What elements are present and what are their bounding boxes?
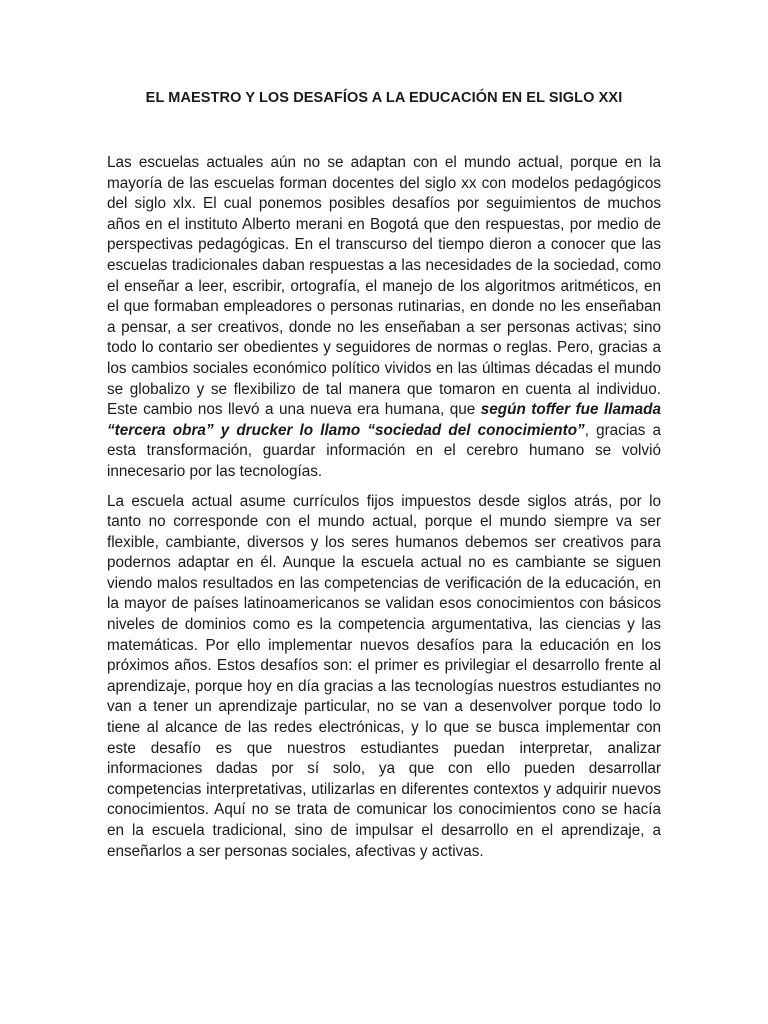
- document-body: [107, 153, 661, 871]
- paragraph-1-text-end: , gracias a esta transformación, guardar información en el cerebro humano se volvió innecesario por las tecnologías.: [107, 421, 661, 480]
- document-title: EL MAESTRO Y LOS DESAFÍOS A LA EDUCACIÓN EN EL SIGLO XXI: [145, 90, 623, 106]
- paragraph-1-text-start: Las escuelas actuales aún no se adaptan con el mundo actual, porque en la mayoría de las escuelas forman docentes del siglo xx con modelos pedagógicos del siglo xlx. El cual ponemos posibles desafíos por seguimientos de muchos años en el instituto Alberto merani en Bogotá que den respuestas, por medio de perspectivas pedagógicas. En el transcurso del tiempo dieron a conocer que las escuelas tradicionales daban respuestas a las necesidades de la sociedad, como el enseñar a leer, escribir, ortografía, el manejo de los algoritmos aritméticos, en el que formaban empleadores o personas rutinarias, en donde no les enseñaban a pensar, a ser creativos, donde no les enseñaban a ser personas activas; sino todo lo contario ser obedientes y seguidores de normas o reglas. Pero, gracias a los cambios sociales económico político vividos en las últimas décadas el mundo se globalizo y se flexibilizo de tal manera que tomaron en cuenta al individuo. Este cambio nos llevó a una nueva era humana, que: [107, 154, 661, 419]
- paragraph-1-emphasis: según toffer fue llamada “tercera obra” y drucker lo llamo “sociedad del conocimiento”: [107, 401, 661, 439]
- paragraph-2: La escuela actual asume currículos fijos impuestos desde siglos atrás, por lo tanto no corresponde con el mundo actual, porque el mundo siempre va ser flexible, cambiante, diversos y los seres humanos debemos ser creativos para podernos adaptar en él. Aunque la escuela actual no es cambiante se siguen viendo malos resultados en las competencias de verificación de la educación, en la mayor de países latinoamericanos se validan esos conocimientos con básicos niveles de dominios como es la competencia argumentativa, las ciencias y las matemáticas. Por ello implementar nuevos desafíos para la educación en los próximos años. Estos desafíos son: el primer es privilegiar el desarrollo frente al aprendizaje, porque hoy en día gracias a las tecnologías nuestros estudiantes no van a tener un aprendizaje particular, no se van a desenvolver porque todo lo tiene al alcance de las redes electrónicas, y lo que se busca implementar con este desafío es que nuestros estudiantes puedan interpretar, analizar informaciones dadas por sí solo, ya que con ello pueden desarrollar competencias interpretativas, utilizarlas en diferentes contextos y adquirir nuevos conocimientos. Aquí no se trata de comunicar los conocimientos cono se hacía en la escuela tradicional, sino de impulsar el desarrollo en el aprendizaje, a enseñarlos a ser personas sociales, afectivas y activas.: [107, 492, 661, 860]
- paragraph-1: [107, 153, 661, 483]
